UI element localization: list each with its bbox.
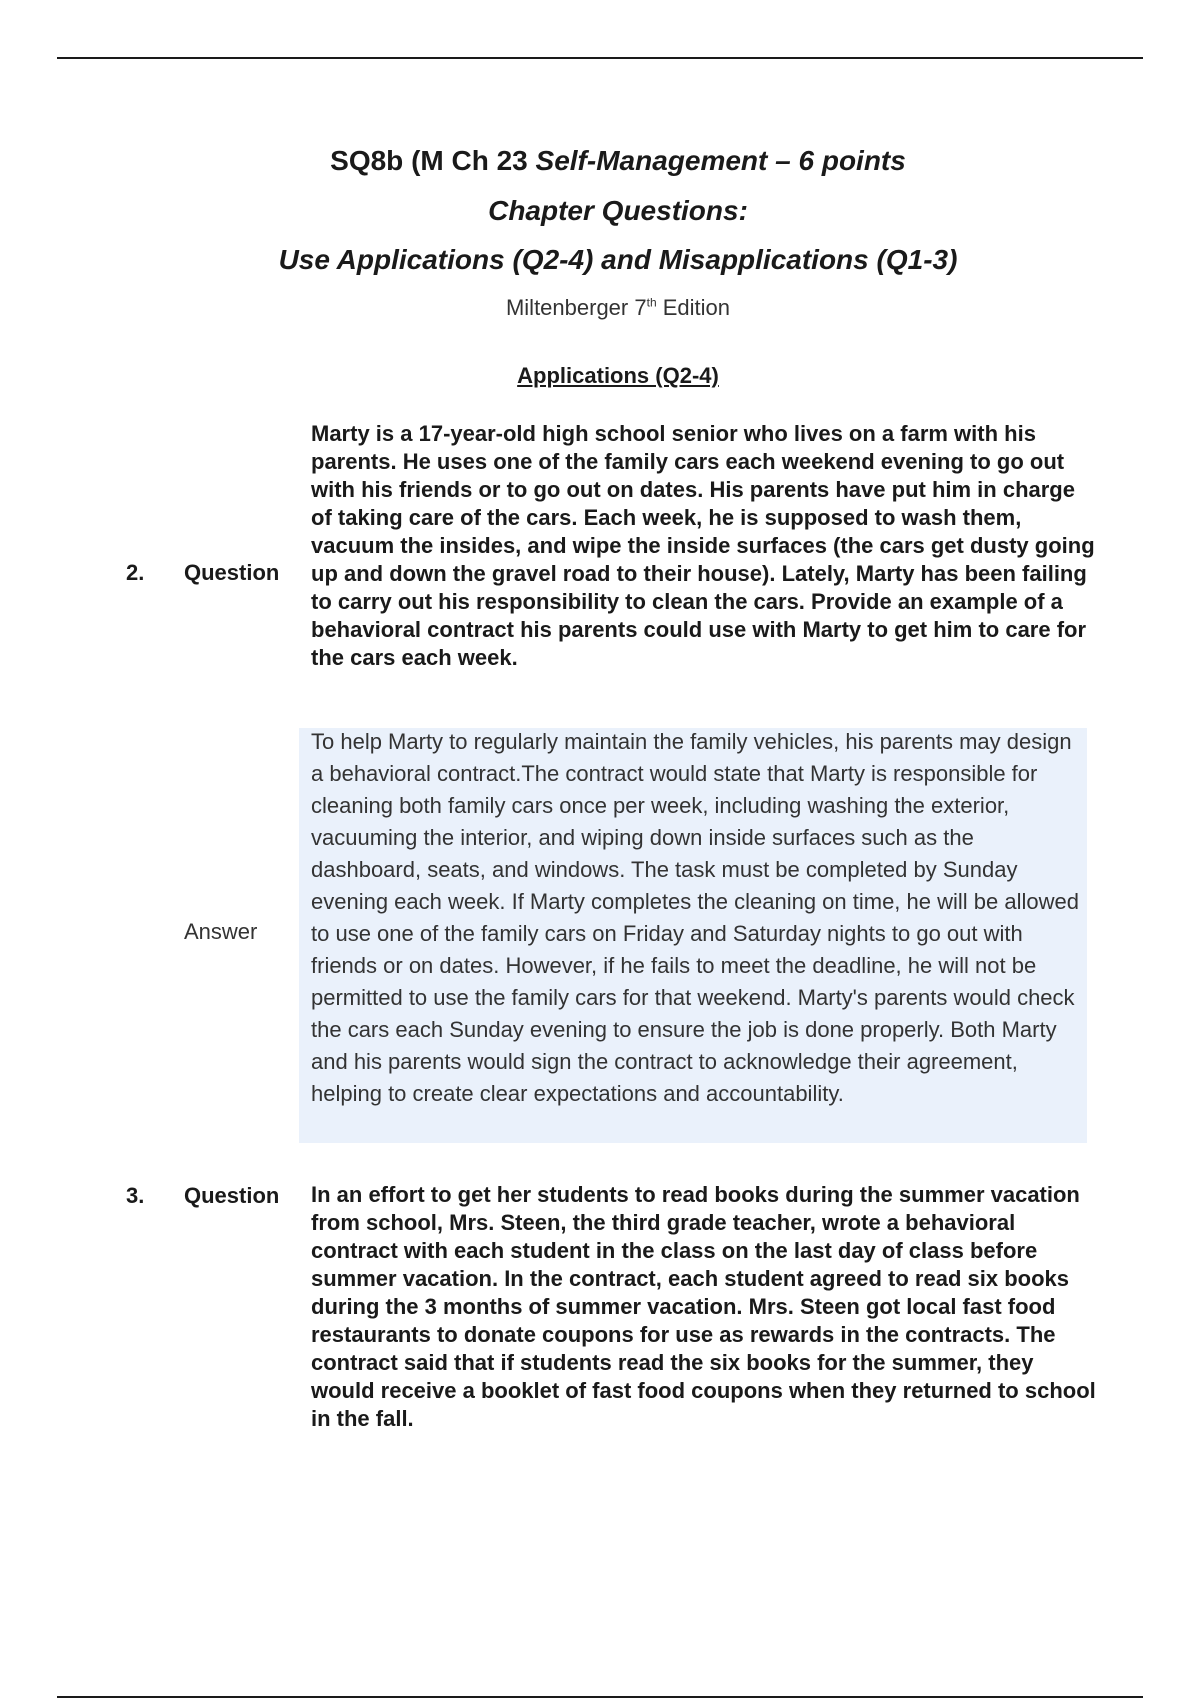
page-title <box>0 145 1200 177</box>
section-heading: Applications (Q2-4) <box>517 363 719 388</box>
answer-text: To help Marty to regularly maintain the family vehicles, his parents may design a behavioral contract.The contract would state that Marty is responsible for cleaning both family cars once per week, including washing the exterior, vacuuming the interior, and wiping down inside surfaces such as the dashboard, seats, and windows. The task must be completed by Sunday evening each week. If Marty completes the cleaning on time, he will be allowed to use one of the family cars on Friday and Saturday nights to go out with friends or on dates. However, if he fails to meet the deadline, he will not be permitted to use the family cars for that weekend. Marty's parents would check the cars each Sunday evening to ensure the job is done properly. Both Marty and his parents would sign the contract to acknowledge their agreement, helping to create clear expectations and accountability. <box>311 729 1079 1106</box>
bottom-divider <box>57 1696 1143 1698</box>
page-subtitle-2: Use Applications (Q2-4) and Misapplications (Q1-3) <box>278 244 958 275</box>
top-divider <box>57 57 1143 59</box>
question-number: 2. <box>126 560 145 585</box>
question-label: Question <box>184 560 280 585</box>
title-plain: SQ8b (M Ch 23 <box>330 145 536 176</box>
question-text: Marty is a 17-year-old high school senior who lives on a farm with his parents. He uses one of the family cars each weekend evening to go out with his friends or to go out on dates. His parents have put him in charge of taking care of the cars. Each week, he is supposed to wash them, vacuum the insides, and wipe the inside surfaces (the cars get dusty going up and down the gravel road to their house). Lately, Marty has been failing to carry out his responsibility to clean the cars. Provide an example of a behavioral contract his parents could use with Marty to get him to care for the cars each week. <box>311 421 1095 670</box>
edition-line <box>0 295 1200 321</box>
answer-label: Answer <box>184 919 258 944</box>
page-subtitle: Chapter Questions: <box>488 195 748 226</box>
title-italic: Self-Management – 6 points <box>535 145 906 176</box>
question-text: In an effort to get her students to read books during the summer vacation from school, Mrs. Steen, the third grade teacher, wrote a behavioral contract with each student in the class on the last day of class before summer vacation. In the contract, each student agreed to read six books during the 3 months of summer vacation. Mrs. Steen got local fast food restaurants to donate coupons for use as rewards in the contracts. The contract said that if students read the six books for the summer, they would receive a booklet of fast food coupons when they returned to school in the fall. <box>311 1182 1096 1431</box>
question-label: Question <box>184 1183 280 1208</box>
edition-pre: Miltenberger 7 <box>505 295 647 320</box>
edition-post: Edition <box>656 295 731 320</box>
question-number: 3. <box>126 1183 145 1208</box>
edition-sup: th <box>646 295 657 310</box>
